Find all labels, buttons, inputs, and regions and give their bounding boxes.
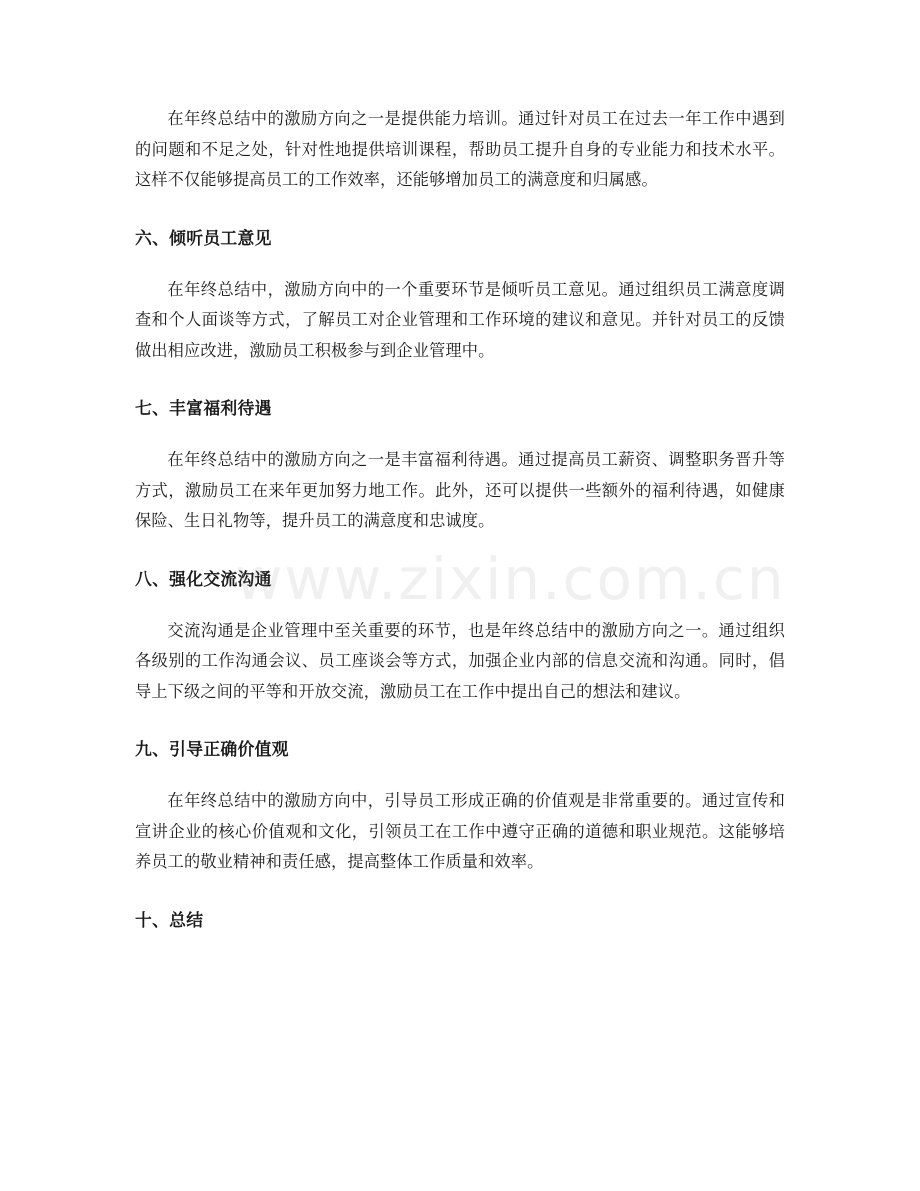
- section-paragraph-9: 在年终总结中的激励方向中，引导员工形成正确的价值观是非常重要的。通过宣传和宣讲企业的核心价值观和文化，引领员工在工作中遵守正确的道德和职业规范。这能够培养员工的敬业精神和责任感，提高整体工作质量和效率。: [135, 791, 785, 871]
- section-paragraph-8: 交流沟通是企业管理中至关重要的环节，也是年终总结中的激励方向之一。通过组织各级别的工作沟通会议、员工座谈会等方式，加强企业内部的信息交流和沟通。同时，倡导上下级之间的平等和开放交流，激励员工在工作中提出自己的想法和建议。: [135, 620, 785, 701]
- spacer: [135, 707, 785, 734]
- section-heading-10: 十、总结: [135, 909, 204, 930]
- section-heading-9: 九、引导正确价值观: [135, 739, 289, 759]
- spacer: [135, 423, 785, 445]
- spacer: [135, 253, 785, 275]
- section-heading-6: 六、倾听员工意见: [135, 227, 272, 248]
- section-paragraph-7: 在年终总结中的激励方向之一是丰富福利待遇。通过提高员工薪资、调整职务晋升等方式，激励员工在来年更加努力地工作。此外，还可以提供一些额外的福利待遇，如健康保险、生日礼物等，提升员工的满意度和忠诚度。: [135, 450, 785, 530]
- section-heading-7: 七、丰富福利待遇: [135, 398, 272, 418]
- spacer: [135, 537, 785, 564]
- watermark-text: www.zixin.com.cn: [235, 545, 786, 613]
- section-paragraph-6: 在年终总结中，激励方向中的一个重要环节是倾听员工意见。通过组织员工满意度调查和个人面谈等方式，了解员工对企业管理和工作环境的建议和意见。并针对员工的反馈做出相应改进，激励员工积极参与到企业管理中。: [135, 279, 785, 360]
- spacer: [135, 196, 785, 223]
- spacer: [135, 594, 785, 616]
- intro-paragraph: 在年终总结中的激励方向之一是提供能力培训。通过针对员工在过去一年工作中遇到的问题和不足之处，针对性地提供培训课程，帮助员工提升自身的专业能力和技术水平。这样不仅能够提高员工的工作效率，还能够增加员工的满意度和归属感。: [135, 109, 785, 189]
- spacer: [135, 878, 785, 905]
- document-body: [135, 104, 785, 935]
- section-heading-8: 八、强化交流沟通: [135, 568, 272, 589]
- spacer: [135, 764, 785, 786]
- spacer: [135, 366, 785, 393]
